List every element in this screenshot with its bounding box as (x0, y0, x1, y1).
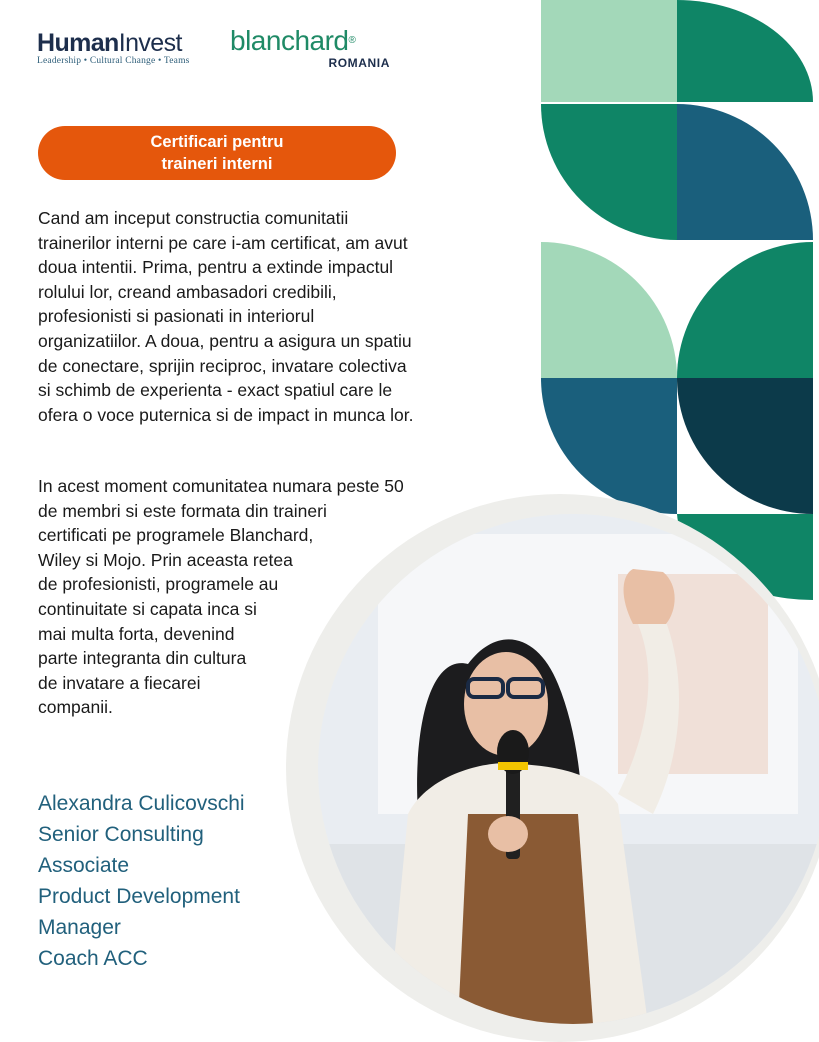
logo-tagline: Leadership • Cultural Change • Teams (37, 56, 190, 66)
pattern-shape (677, 242, 813, 378)
pattern-shape (677, 378, 813, 514)
banner-line-2: traineri interni (161, 155, 273, 173)
author-title-line: Senior Consulting (38, 823, 204, 846)
logo-human-text: Human (37, 29, 119, 57)
pattern-shape (541, 104, 677, 240)
section-banner (38, 126, 396, 180)
pattern-shape (677, 0, 813, 102)
pattern-shape (541, 0, 677, 102)
author-title-line: Product Development (38, 885, 240, 908)
logo-country: ROMANIA (328, 56, 390, 70)
logo-invest-text: Invest (118, 29, 182, 57)
logo-blanchard-text: blanchard (230, 25, 349, 56)
author-title-line: Manager (38, 916, 121, 939)
paragraph-community: In acest moment comunitatea numara peste 50 de membri si este formata din traineri certificati pe programele Blanchard, Wiley si Mojo. Prin aceasta retea de profesionisti, programele au continuitate si capata inca si mai multa forta, devenind parte integranta din cultura de invatare a fiecarei companii. (38, 476, 404, 718)
author-name: Alexandra Culicovschi (38, 792, 245, 815)
signature-block (38, 788, 245, 974)
pattern-shape (677, 104, 813, 240)
author-title-line: Associate (38, 854, 130, 877)
banner-line-1: Certificari pentru (150, 133, 284, 151)
registered-mark: ® (348, 35, 356, 46)
humaninvest-logo (37, 28, 190, 66)
blanchard-logo (230, 26, 398, 70)
paragraph-intro: Cand am inceput constructia comunitatii trainerilor interni pe care i-am certificat, am avut doua intentii. Prima, pentru a extinde impactul rolului lor, creand ambasadori credibili, profesionisti si pasionati in interiorul organizatiilor. A doua, pentru a asigura un spatiu de conectare, sprijin reciproc, invatare colectiva si schimb de experienta - exact spatiul care le ofera o voce puternica si de impact in munca lor. (38, 208, 414, 425)
author-title-line: Coach ACC (38, 947, 148, 970)
pattern-shape (541, 242, 677, 378)
